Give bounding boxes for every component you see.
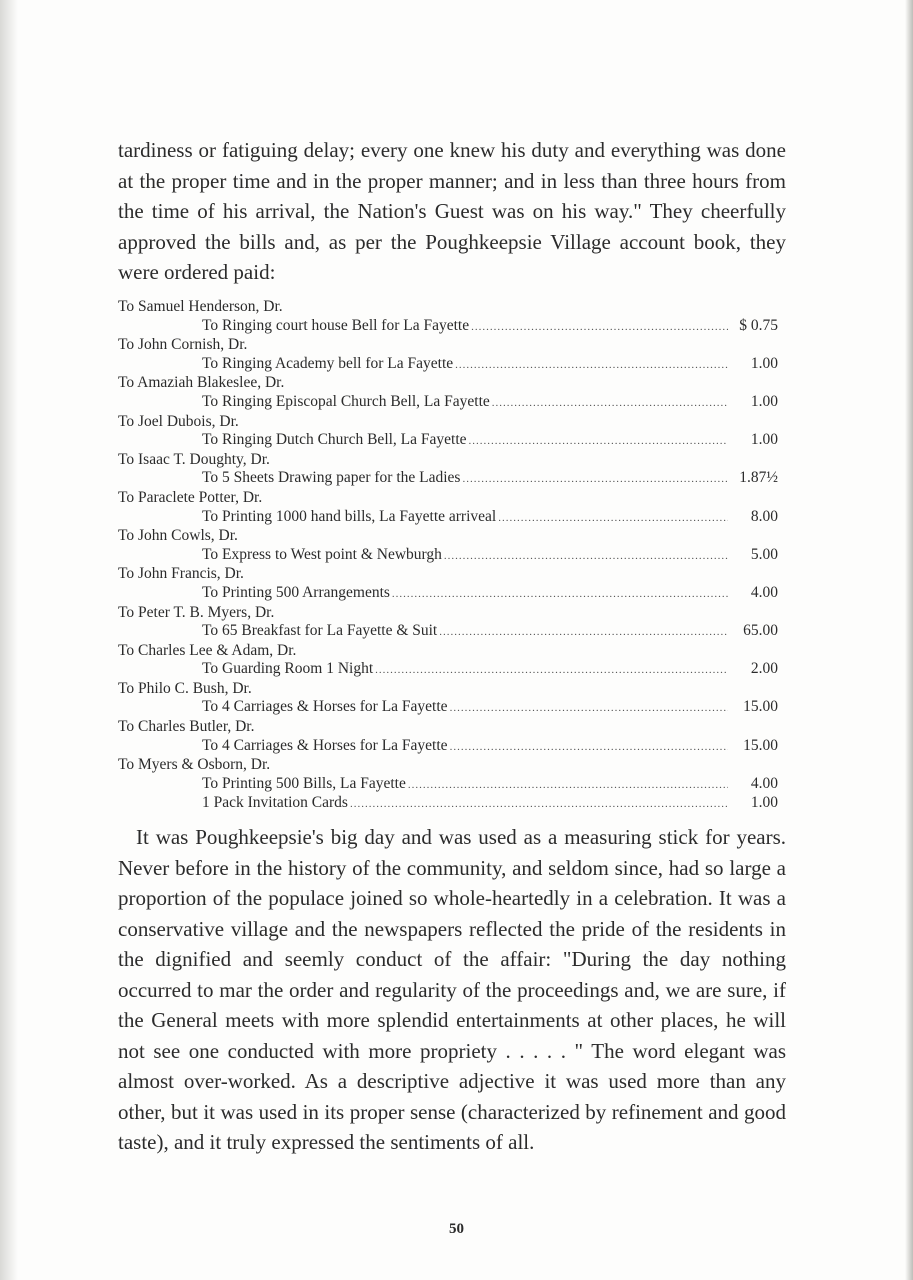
- ledger-payee: To Myers & Osborn, Dr.: [118, 756, 271, 774]
- ledger-item-description: To Ringing Episcopal Church Bell, La Fayette: [202, 392, 490, 410]
- ledger-item-description: To Ringing Dutch Church Bell, La Fayette: [202, 431, 467, 449]
- ledger-item-description: To Ringing court house Bell for La Fayette: [202, 316, 470, 334]
- ledger-item: [118, 355, 778, 375]
- ledger-item-description: To 65 Breakfast for La Fayette & Suit: [202, 622, 438, 640]
- ledger-entry: [118, 298, 778, 336]
- dot-leader: [469, 432, 728, 451]
- dot-leader: [439, 623, 728, 642]
- dot-leader: [455, 356, 728, 375]
- ledger-item-description: To Printing 1000 hand bills, La Fayette arriveal: [202, 507, 497, 525]
- dot-leader: [492, 394, 728, 413]
- ledger-payee: To Amaziah Blakeslee, Dr.: [118, 374, 285, 392]
- ledger-payee: To Peter T. B. Myers, Dr.: [118, 603, 275, 621]
- ledger-item: [118, 737, 778, 757]
- ledger-payee: To Charles Butler, Dr.: [118, 718, 255, 736]
- ledger-entry: [118, 565, 778, 603]
- ledger-item: [118, 660, 778, 680]
- ledger-item-amount: 4.00: [750, 583, 778, 601]
- ledger-payee: To Paraclete Potter, Dr.: [118, 488, 263, 506]
- ledger-payee: To Samuel Henderson, Dr.: [118, 298, 283, 315]
- ledger-item-description: 1 Pack Invitation Cards: [202, 794, 348, 812]
- ledger-item-amount: 5.00: [750, 545, 778, 563]
- ledger-entry: [118, 604, 778, 642]
- paragraph-bottom: It was Poughkeepsie's big day and was used as a measuring stick for years. Never before in the history of the community, and seldom since, had so large a proportion of the populace joined so whole-heartedly in a celebration. It was a conservative village and the newspapers reflected the pride of the residents in the dignified and seemly conduct of the affair: "During the day nothing occurred to mar the order and regularity of the proceedings and, we are sure, if the General meets with more splendid entertainments at other places, he will not see one conducted with more propriety . . . . . " The word elegant was almost over-worked. As a descriptive adjective it was used more than any other, but it was used in its proper sense (characterized by refinement and good taste), and it truly expressed the sentiments of all.: [118, 825, 786, 1154]
- ledger-entry: [118, 489, 778, 527]
- dot-leader: [450, 738, 728, 757]
- ledger-item-description: To 4 Carriages & Horses for La Fayette: [202, 698, 448, 716]
- ledger-entry: [118, 374, 778, 412]
- page-edge-shadow-left: [0, 0, 18, 1280]
- ledger-item-amount: $ 0.75: [739, 316, 778, 334]
- ledger-payee: To Charles Lee & Adam, Dr.: [118, 641, 297, 659]
- ledger-item-amount: 65.00: [743, 622, 778, 640]
- dot-leader: [392, 585, 728, 604]
- ledger-item: [118, 794, 778, 814]
- ledger-item-amount: 4.00: [750, 774, 778, 792]
- ledger-entry: [118, 527, 778, 565]
- dot-leader: [408, 776, 728, 795]
- ledger-payee: To Philo C. Bush, Dr.: [118, 679, 252, 697]
- dot-leader: [462, 470, 728, 489]
- dot-leader: [375, 661, 728, 680]
- ledger-item: [118, 469, 778, 489]
- dot-leader: [450, 699, 728, 718]
- ledger-item-description: To Guarding Room 1 Night: [202, 660, 374, 678]
- ledger-item: [118, 393, 778, 413]
- ledger-item-amount: 1.87½: [739, 469, 778, 487]
- ledger-item: [118, 584, 778, 604]
- ledger-entry: [118, 718, 778, 756]
- ledger-entry: [118, 756, 778, 814]
- ledger-item: [118, 508, 778, 528]
- ledger-item: [118, 698, 778, 718]
- ledger-item-amount: 2.00: [750, 660, 778, 678]
- ledger-payee: To Joel Dubois, Dr.: [118, 412, 239, 430]
- ledger-item: [118, 775, 778, 795]
- account-ledger: [118, 298, 778, 814]
- ledger-item-amount: 15.00: [743, 736, 778, 754]
- ledger-payee: To John Cornish, Dr.: [118, 336, 248, 354]
- ledger-item: [118, 546, 778, 566]
- ledger-item-description: To 5 Sheets Drawing paper for the Ladies: [202, 469, 461, 487]
- ledger-item-description: To Express to West point & Newburgh: [202, 545, 442, 563]
- dot-leader: [350, 795, 728, 814]
- ledger-item: [118, 622, 778, 642]
- ledger-item: [118, 431, 778, 451]
- ledger-entry: [118, 680, 778, 718]
- dot-leader: [444, 547, 728, 566]
- ledger-payee: To John Francis, Dr.: [118, 565, 244, 583]
- ledger-item: [118, 317, 778, 337]
- page-edge-shadow-right: [905, 0, 913, 1280]
- ledger-payee: To Isaac T. Doughty, Dr.: [118, 450, 270, 468]
- ledger-item-amount: 1.00: [750, 431, 778, 449]
- ledger-item-amount: 1.00: [750, 392, 778, 410]
- ledger-item-description: To Printing 500 Arrangements: [202, 583, 390, 601]
- ledger-entry: [118, 413, 778, 451]
- ledger-payee: To John Cowls, Dr.: [118, 527, 238, 545]
- ledger-item-amount: 15.00: [743, 698, 778, 716]
- paragraph-top: tardiness or fatiguing delay; every one knew his duty and everything was done at the proper time and in the proper manner; and in less than three hours from the time of his arrival, the Nation's Guest was on his way." They cheerfully approved the bills and, as per the Poughkeepsie Village account book, they were ordered paid:: [118, 138, 786, 284]
- ledger-item-description: To Printing 500 Bills, La Fayette: [202, 774, 406, 792]
- ledger-entry: [118, 451, 778, 489]
- dot-leader: [498, 509, 728, 528]
- ledger-entry: [118, 642, 778, 680]
- ledger-item-amount: 1.00: [750, 794, 778, 812]
- ledger-item-amount: 1.00: [750, 354, 778, 372]
- ledger-item-amount: 8.00: [750, 507, 778, 525]
- ledger-item-description: To Ringing Academy bell for La Fayette: [202, 354, 454, 372]
- ledger-item-description: To 4 Carriages & Horses for La Fayette: [202, 736, 448, 754]
- ledger-entry: [118, 336, 778, 374]
- page-number: 50: [449, 1221, 464, 1237]
- dot-leader: [471, 318, 728, 337]
